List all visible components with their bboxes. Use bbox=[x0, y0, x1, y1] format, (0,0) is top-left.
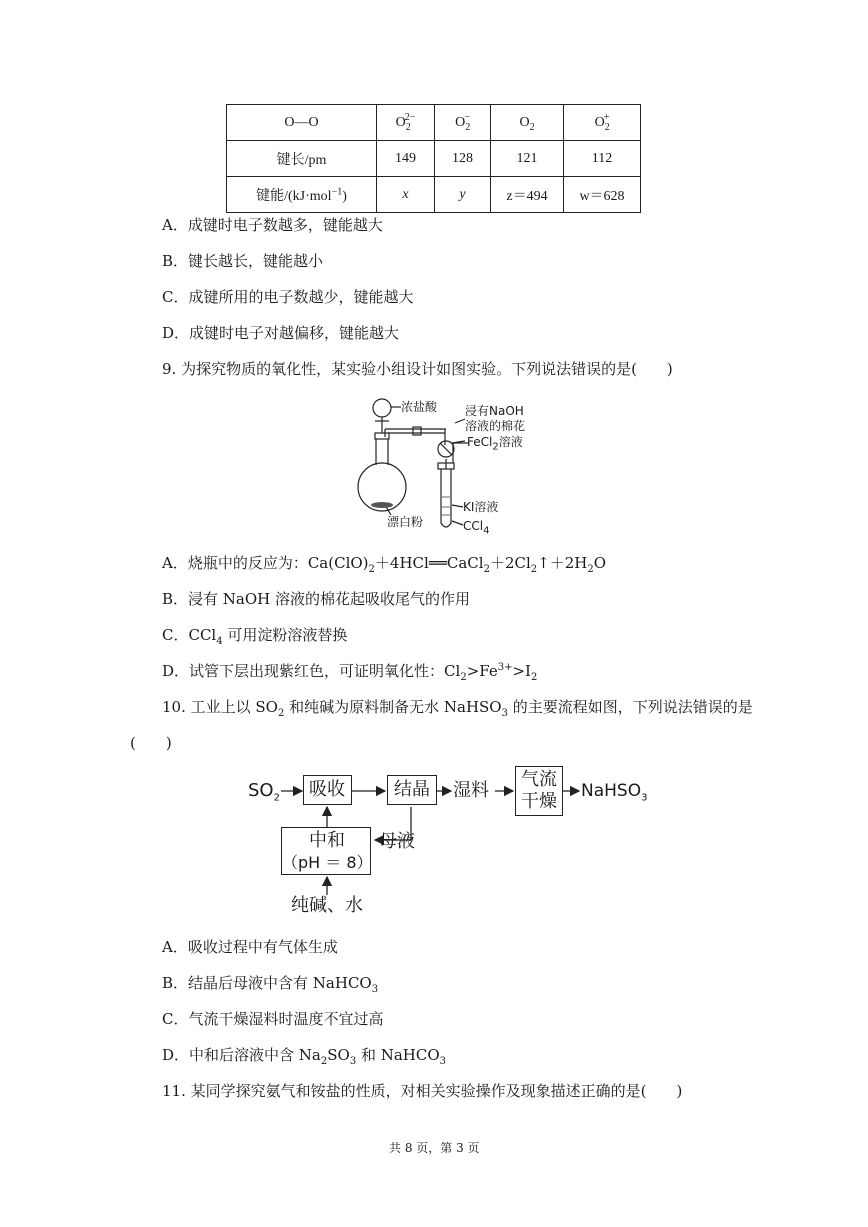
label-naoh-cotton-1: 浸有NaOH bbox=[465, 404, 524, 418]
q11-stem: 11. 某同学探究氨气和铵盐的性质，对相关实验操作及现象描述正确的是( ) bbox=[162, 1082, 683, 1100]
q9-option-c: C．CCl$_4$ 可用淀粉溶液替换 bbox=[162, 626, 348, 647]
flow-so2: $SO_2$ bbox=[248, 780, 280, 804]
table-cell: 键能/(kJ·mol$^{-1}$) bbox=[227, 177, 377, 213]
flow-product: NaHSO$_3$ bbox=[581, 781, 648, 804]
table-cell: 112 bbox=[564, 141, 641, 177]
table-cell: z＝494 bbox=[491, 177, 564, 213]
flow-box-dry bbox=[515, 766, 563, 816]
flow-neutral-label-1: 中和 bbox=[309, 830, 345, 851]
table-cell: 121 bbox=[491, 141, 564, 177]
q9-option-b: B．浸有 NaOH 溶液的棉花起吸收尾气的作用 bbox=[162, 590, 471, 608]
label-bleaching-powder: 漂白粉 bbox=[387, 515, 424, 529]
process-flowchart bbox=[245, 765, 665, 920]
table-cell: 149 bbox=[377, 141, 435, 177]
table-cell: 键长/pm bbox=[227, 141, 377, 177]
table-cell: x bbox=[377, 177, 435, 213]
flow-box-neutralize bbox=[281, 827, 371, 875]
flow-crystal-label: 结晶 bbox=[394, 779, 430, 800]
table-header-cell: $O_2$ bbox=[491, 105, 564, 141]
table-cell: w＝628 bbox=[564, 177, 641, 213]
q10-stem-paren: ( ) bbox=[130, 734, 172, 752]
q9-option-d: D．试管下层出现紫红色，可证明氧化性：$Cl_2>Fe^{3+}>I_2$ bbox=[162, 662, 538, 683]
q8-option-d: D．成键时电子对越偏移，键能越大 bbox=[162, 324, 400, 342]
flow-absorb-label: 吸收 bbox=[309, 779, 345, 800]
flow-box-absorb bbox=[303, 775, 352, 805]
flow-dry-label-2: 干燥 bbox=[521, 791, 557, 812]
table-header-cell: O—O bbox=[227, 105, 377, 141]
label-ccl4: CCl$_4$ bbox=[463, 519, 490, 537]
label-naoh-cotton-2: 溶液的棉花 bbox=[465, 419, 526, 433]
apparatus-diagram bbox=[355, 393, 545, 538]
flow-dry-label-1: 气流 bbox=[521, 769, 557, 790]
q10-option-a: A．吸收过程中有气体生成 bbox=[162, 938, 338, 956]
flow-mother-liquor: 母液 bbox=[379, 831, 415, 852]
q9-stem: 9. 为探究物质的氧化性，某实验小组设计如图实验。下列说法错误的是( ) bbox=[162, 360, 673, 378]
label-conc-hcl: 浓盐酸 bbox=[401, 400, 438, 414]
q10-option-b: B．结晶后母液中含有 NaHCO$_3$ bbox=[162, 974, 379, 995]
q10-stem: 10. 工业上以 $SO_2$ 和纯碱为原料制备无水 NaHSO$_3$ 的主要流程如图，下列说法错误的是 bbox=[162, 698, 753, 719]
table-header-cell: $O_2^{2-}$ bbox=[377, 105, 435, 141]
q9-option-a: A．烧瓶中的反应为：$Ca(ClO)_2+4HCl══CaCl_2+2Cl_2↑+2H_2O$ bbox=[162, 554, 607, 575]
flow-box-crystallize bbox=[387, 775, 437, 805]
label-fecl2: FeCl$_2$溶液 bbox=[467, 435, 523, 453]
q8-option-c: C．成键所用的电子数越少，键能越大 bbox=[162, 288, 414, 306]
q8-option-b: B．键长越长，键能越小 bbox=[162, 252, 324, 270]
q10-option-c: C．气流干燥湿料时温度不宜过高 bbox=[162, 1010, 384, 1028]
table-row bbox=[227, 141, 641, 177]
table-header-cell: $O_2^-$ bbox=[435, 105, 491, 141]
q8-option-a: A．成键时电子数越多，键能越大 bbox=[162, 216, 383, 234]
flow-neutral-label-2: （pH ＝ 8） bbox=[282, 853, 373, 872]
table-header-cell: $O_2^+$ bbox=[564, 105, 641, 141]
table-row bbox=[227, 177, 641, 213]
bond-data-table bbox=[226, 104, 641, 213]
flow-wet-material: 湿料 bbox=[453, 780, 489, 801]
q10-option-d: D．中和后溶液中含 $Na_2SO_3$ 和 NaHCO$_3$ bbox=[162, 1046, 447, 1067]
table-cell: y bbox=[435, 177, 491, 213]
flow-raw-materials: 纯碱、水 bbox=[291, 895, 363, 916]
label-ki-solution: KI溶液 bbox=[463, 500, 499, 514]
page-footer: 共 8 页，第 3 页 bbox=[389, 1141, 480, 1155]
table-cell: 128 bbox=[435, 141, 491, 177]
table-header-row bbox=[227, 105, 641, 141]
